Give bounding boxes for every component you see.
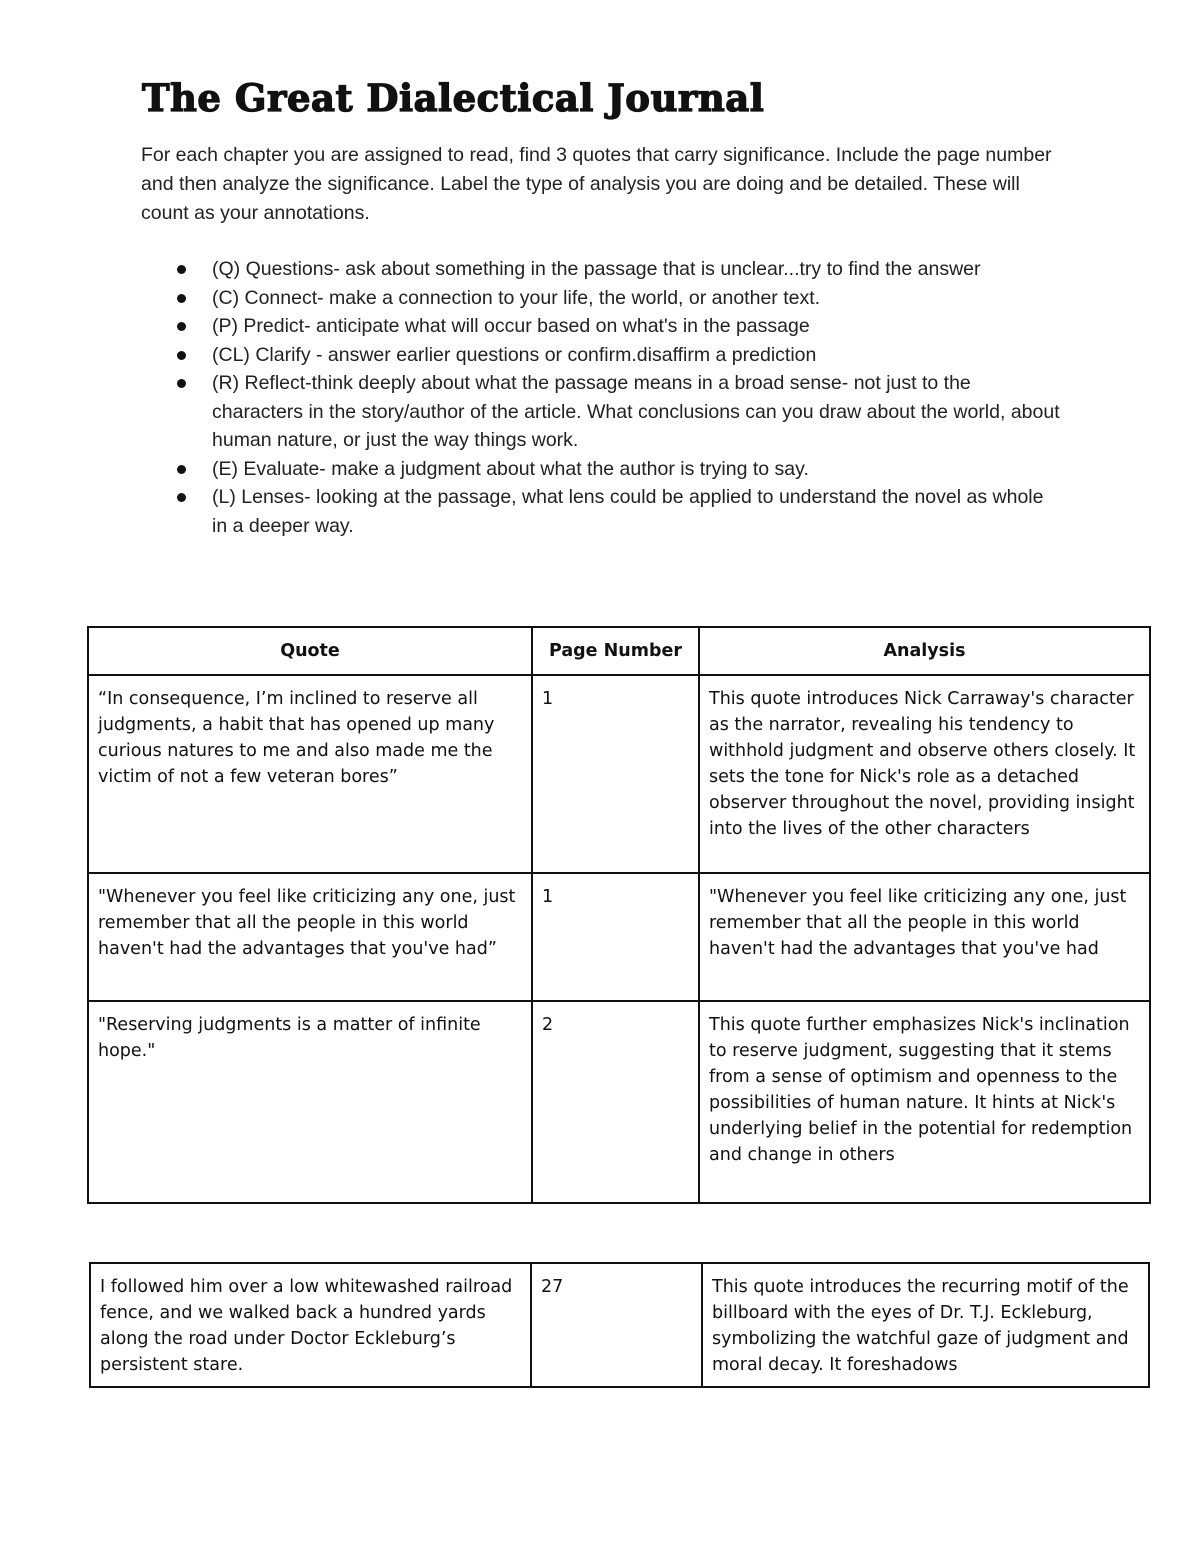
analysis-cell: This quote introduces the recurring motif of the billboard with the eyes of Dr. T.J. Eckleburg, symbolizing the watchful gaze of judgment and moral decay. It foreshadows [702,1263,1149,1387]
page-number-cell: 2 [532,1001,699,1203]
list-item [141,483,1061,540]
column-header-analysis: Analysis [699,627,1150,675]
bullet-icon [177,265,186,274]
bullet-icon [177,465,186,474]
quote-cell: "Reserving judgments is a matter of infinite hope." [88,1001,532,1203]
journal-table-continued [89,1262,1150,1388]
bullet-icon [177,294,186,303]
list-item [141,255,1061,284]
analysis-cell: This quote further emphasizes Nick's inclination to reserve judgment, suggesting that it stems from a sense of optimism and openness to the possibilities of human nature. It hints at Nick's underlying belief in the potential for redemption and change in others [699,1001,1150,1203]
table-header-row [88,627,1150,675]
list-item-text: (R) Reflect-think deeply about what the passage means in a broad sense- not just to the characters in the story/author of the article. What conclusions can you draw about the world, about human nature, or just the way things work. [212,372,1060,451]
table-row [88,873,1150,1001]
bullet-icon [177,351,186,360]
column-header-quote: Quote [88,627,532,675]
page-title: The Great Dialectical Journal [142,76,765,120]
page-number-cell: 1 [532,873,699,1001]
table-row [90,1263,1149,1387]
list-item-text: (Q) Questions- ask about something in the passage that is unclear...try to find the answer [212,258,981,280]
list-item-text: (L) Lenses- looking at the passage, what lens could be applied to understand the novel as whole in a deeper way. [212,486,1044,537]
column-header-page-number: Page Number [532,627,699,675]
journal-table [87,626,1151,1204]
list-item [141,455,1061,484]
list-item-text: (P) Predict- anticipate what will occur based on what's in the passage [212,315,810,337]
instructions-paragraph: For each chapter you are assigned to read, find 3 quotes that carry significance. Include the page number and then analyze the significance. Label the type of analysis you are doing and be detailed. These will count as your annotations. [141,144,1052,224]
analysis-cell: "Whenever you feel like criticizing any one, just remember that all the people in this world haven't had the advantages that you've had [699,873,1150,1001]
page-number-cell: 1 [532,675,699,873]
list-item-text: (CL) Clarify - answer earlier questions or confirm.disaffirm a prediction [212,343,817,366]
quote-cell: “In consequence, I’m inclined to reserve all judgments, a habit that has opened up many curious natures to me and also made me the victim of not a few veteran bores” [88,675,532,873]
bullet-icon [177,322,186,331]
table-row [88,1001,1150,1203]
list-item-text: (E) Evaluate- make a judgment about what the author is trying to say. [212,457,809,480]
quote-cell: I followed him over a low whitewashed railroad fence, and we walked back a hundred yards along the road under Doctor Eckleburg’s persistent stare. [90,1263,531,1387]
bullet-icon [177,379,186,388]
analysis-cell: This quote introduces Nick Carraway's character as the narrator, revealing his tendency to withhold judgment and observe others closely. It sets the tone for Nick's role as a detached observer throughout the novel, providing insight into the lives of the other characters [699,675,1150,873]
list-item [141,284,1061,313]
page-number-cell: 27 [531,1263,702,1387]
list-item [141,341,1061,370]
analysis-types-list [141,255,1061,540]
list-item-text: (C) Connect- make a connection to your life, the world, or another text. [212,286,821,309]
list-item [141,369,1061,455]
list-item [141,312,1061,341]
quote-cell: "Whenever you feel like criticizing any one, just remember that all the people in this world haven't had the advantages that you've had” [88,873,532,1001]
bullet-icon [177,493,186,502]
table-row [88,675,1150,873]
